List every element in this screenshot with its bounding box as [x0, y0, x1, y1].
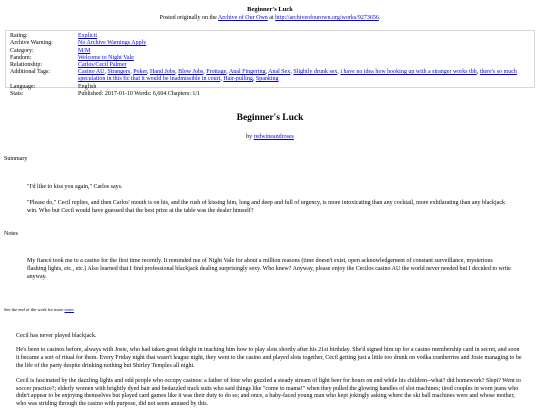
- tag-link[interactable]: Anal Sex: [268, 69, 291, 76]
- posted-originally-line: [0, 15, 540, 23]
- meta-row: [10, 91, 530, 98]
- story-paragraph: He's been to casinos before, always with Josie, who had taken great delight in teaching him how to play slots shortly after his 21st birthday. She'd signed him up for a casino membership card in secret, and soon it became a sort of ritual for them. Every Friday night that wasn't league night, they went to the casino and played slots together, Cecil getting just a little too drunk on vodka cranberries and Josie managing to be the life of the party despite drinking nothing but Shirley Temples all night.: [16, 347, 522, 369]
- meta-row: [10, 69, 530, 83]
- posted-prefix: Posted originally on the: [159, 15, 218, 22]
- work-meta-box: [5, 30, 535, 97]
- tag-link[interactable]: Anal Fingering: [228, 69, 266, 76]
- by-prefix: by: [246, 133, 254, 140]
- end-notes-link[interactable]: notes: [64, 306, 74, 312]
- archive-link[interactable]: Archive of Our Own: [217, 15, 268, 22]
- meta-value: English: [78, 83, 97, 90]
- meta-key: Fandom:: [10, 54, 32, 61]
- summary-paragraph: "Please do," Cecil replies, and then Carlos' mouth is on his, and the rush of kissing him, long and deep and full of urgency, is more intoxicating than any cocktail, more exhilarating than any blackjack win. Who but Cecil would have guessed that the best prize at the table was the dealer himself?: [27, 199, 506, 214]
- meta-row: [10, 33, 530, 40]
- tag-link[interactable]: Carlos/Cecil Palmer: [78, 61, 127, 68]
- posted-suffix: .: [378, 15, 381, 22]
- meta-key: Relationship:: [10, 61, 42, 68]
- tag-link[interactable]: Spanking: [255, 76, 279, 83]
- notes-heading: Notes: [4, 230, 18, 237]
- meta-value: [78, 62, 530, 69]
- meta-row: [10, 40, 530, 47]
- meta-row: [10, 55, 530, 62]
- tag-link[interactable]: Hair-pulling: [223, 76, 253, 83]
- tag-link[interactable]: Poker: [133, 69, 147, 76]
- meta-key: Archive Warning:: [10, 40, 53, 47]
- meta-value: [78, 48, 530, 55]
- document-header: [0, 0, 540, 23]
- story-paragraph: Cecil is fascinated by the dazzling lights and odd people who occupy casinos: a father of four who guzzled a steady stream of light beer for hours on end while his children--what? did homework? Slept? Went to soccer practice?; elderly women with brightly dyed hair and bedazzled track suits who said things like "come to mama!" when they pulled the glowing handles of slot machines; tired couples in worn jeans who didn't appear to be enjoying themselves but played card games like it was their duty to do so; and once, a baby-faced young man who kept jokingly asking where the ski ball machines were and whose mother, who was striding through the casino with purpose, did not seem amused by this.: [16, 377, 521, 408]
- meta-key: Additional Tags:: [10, 69, 50, 76]
- tag-link[interactable]: Casino AU: [78, 69, 105, 76]
- meta-table: [10, 33, 530, 98]
- summary-block: [27, 184, 513, 215]
- notes-paragraph: My fiancé took me to a casino for the first time recently. It reminded me of Night Vale for about a million reasons (time doesn't exist, open acknowledgement of constant surveillance, mysterious flashing lights, etc., etc.) Also learned that I find professional blackjack dealing surprisingly sexy. Who knew? Anyway, please enjoy the Cecilos casino AU the world never needed but I decided to write anyway.: [27, 258, 511, 280]
- meta-row: [10, 84, 530, 91]
- meta-key: Language:: [10, 83, 36, 90]
- meta-value: [78, 40, 530, 47]
- notes-block: [27, 258, 513, 281]
- author-link[interactable]: redwineandroses: [253, 133, 294, 140]
- meta-value: [78, 33, 530, 40]
- summary-heading: Summary: [4, 156, 28, 163]
- meta-value: [78, 55, 530, 62]
- tag-link[interactable]: Welcome to Night Vale: [78, 54, 134, 61]
- header-title: Beginner's Luck: [247, 6, 293, 13]
- tag-link[interactable]: Blow Jobs: [178, 69, 204, 76]
- story-text: [16, 333, 524, 409]
- tag-link[interactable]: No Archive Warnings Apply: [78, 40, 147, 47]
- meta-value: Published: 2017-01-10 Words: 6,604 Chapters: 1/1: [78, 90, 201, 97]
- summary-paragraph: "I'd like to kiss you again," Carlos says.: [27, 184, 123, 191]
- end-notes-prefix: See the end of the work for more: [4, 306, 65, 312]
- work-title: Beginner's Luck: [236, 113, 304, 124]
- byline: [0, 134, 540, 142]
- meta-row: [10, 48, 530, 55]
- meta-value: Casino AU, Strangers, Poker, Hand Jobs, Blow Jobs, Frottage, Anal Fingering, Anal Sex, Slightly drunk sex, i have no idea how hooking up with a stranger works tbh, there's so much speculation in this fic that it would be inadmissible in court, Hair-pulling, Spanking: [78, 69, 517, 83]
- tag-link[interactable]: Hand Jobs: [149, 69, 176, 76]
- tag-link[interactable]: Explicit: [78, 33, 97, 40]
- story-paragraph: Cecil has never played blackjack.: [16, 332, 97, 339]
- tag-link[interactable]: Slightly drunk sex: [293, 69, 338, 76]
- tag-link[interactable]: Strangers: [107, 69, 131, 76]
- meta-row: [10, 62, 530, 69]
- tag-link[interactable]: Frottage: [206, 69, 227, 76]
- end-notes-pointer: [4, 307, 536, 313]
- meta-key: Rating:: [10, 33, 28, 40]
- meta-key: Category:: [10, 47, 34, 54]
- work-url-link[interactable]: http://archiveofourown.org/works/9273656: [275, 15, 379, 22]
- meta-key: Stats:: [10, 90, 24, 97]
- tag-link[interactable]: M/M: [78, 47, 91, 54]
- posted-mid: at: [267, 15, 276, 22]
- tag-link[interactable]: i have no idea how hooking up with a stranger works tbh: [340, 69, 477, 76]
- tag-link[interactable]: there's so much speculation in this fic that it would be inadmissible in court: [78, 69, 517, 83]
